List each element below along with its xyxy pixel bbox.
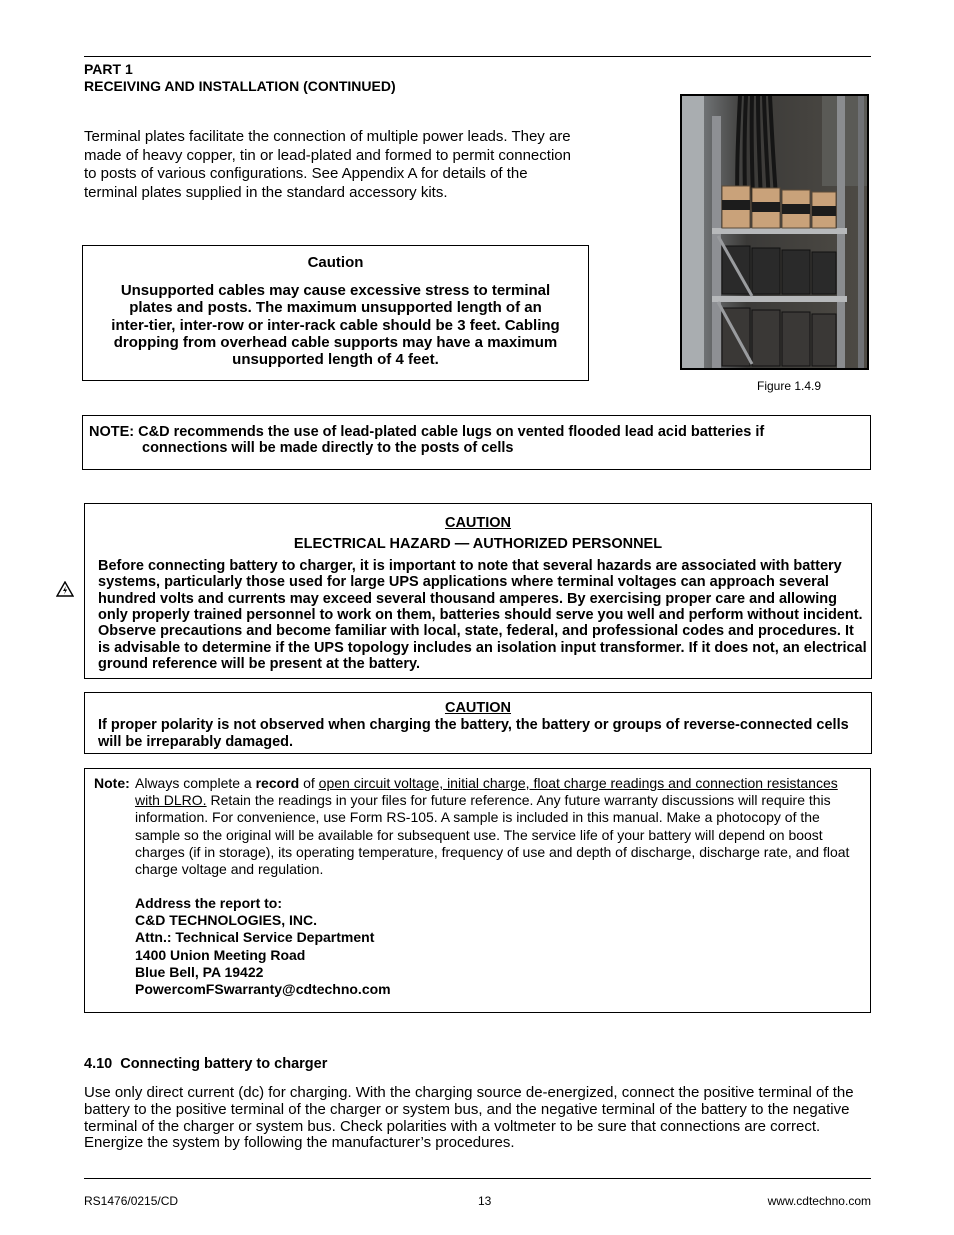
section-4-10-title: 4.10 Connecting battery to charger [84,1056,328,1072]
address-line: C&D TECHNOLOGIES, INC. [135,912,318,929]
address-line: Attn.: Technical Service Department [135,929,375,946]
caution-title: Caution [307,254,364,271]
footer-page-number: 13 [478,1194,492,1208]
battery-rack-photo [680,94,869,370]
report-address [135,895,391,998]
note-record-box [84,768,871,1013]
footer-doc-id: RS1476/0215/CD [84,1194,179,1208]
polarity-caution-title: CAUTION [444,700,512,716]
hazard-subtitle: ELECTRICAL HAZARD — AUTHORIZED PERSONNEL [293,536,663,553]
intro-paragraph: Terminal plates facilitate the connection of multiple power leads. They are made of heavy copper, tin or lead-plated and formed to permit connection to posts of various configurations. See Appendix A for details of the terminal plates supplied in the standard accessory kits. [84,128,571,201]
hazard-body: Before connecting battery to charger, it is important to note that several hazards are associated with battery systems, particularly those used for large UPS applications where terminal voltages can approach several hundred volts and currents may exceed several thousand amperes. By exercising proper care and allowing only properly trained personnel to work on them, batteries should serve you well and perform without incident. Observe precautions and become familiar with local, state, federal, and professional codes and procedures. It is advisable to determine if the UPS topology includes an isolation input transformer. If it does not, an electrical ground reference will be present at the battery. [98,557,867,673]
caution-body: Unsupported cables may cause excessive stress to terminal plates and posts. The maximum unsupported length of an inter-tier, inter-row or inter-rack cable should be 3 feet. Cabling dropping from overhead cable supports may have a maximum unsupported length of 4 feet. [111,282,560,369]
page-header [84,61,396,95]
note-lugs-line1: NOTE: C&D recommends the use of lead-plated cable lugs on vented flooded lead acid batteries if [89,424,765,440]
header-rule [84,56,871,57]
note-record-body [135,775,855,878]
caution-cables-box [82,245,589,381]
note-text-underlined: open circuit voltage, initial charge, float charge readings and connection resistances with DLRO. [135,775,838,809]
figure-caption: Figure 1.4.9 [757,379,822,393]
address-line: 1400 Union Meeting Road [135,946,306,963]
note-text-e: Retain the readings in your files for future reference. Any future warranty discussions will require this information. For convenience, use Form RS-105. A sample is included in this manual. Make a photocopy of the sample so the original will be available for subsequent use. The service life of your battery will depend on boost charges (if in storage), its operating temperature, frequency of use and depth of discharge, discharge rate, and float charge voltage and regulation. [135,792,850,878]
polarity-body: If proper polarity is not observed when charging the battery, the battery or groups of reverse-connected cells will be irreparably damaged. [98,717,849,750]
hazard-caution-title: CAUTION [444,515,512,531]
caution-hazard-box [84,503,872,679]
note-text-record: record [255,775,300,791]
address-line: Address the report to: [135,895,283,911]
footer-rule [84,1178,871,1179]
caution-polarity-box [84,692,872,754]
address-line: Blue Bell, PA 19422 [135,963,264,980]
note-text-c: of [299,775,319,791]
section-heading: RECEIVING AND INSTALLATION (CONTINUED) [84,78,396,94]
footer-website: www.cdtechno.com [767,1194,871,1208]
part-label: PART 1 [84,61,133,77]
section-4-10-body: Use only direct current (dc) for charging. With the charging source de-energized, connect the positive terminal of the battery to the positive terminal of the charger or system bus, and the negative terminal of the battery to the negative terminal of the charger or system bus. Check polarities with a voltmeter to be sure that connections are correct. Energize the system by following the manufacturer’s procedures. [84,1084,854,1152]
address-email: PowercomFSwarranty@cdtechno.com [135,981,391,998]
note-lugs-line2: connections will be made directly to the posts of cells [142,440,514,456]
note-label: Note: [94,775,130,791]
note-text-a: Always complete a [135,775,256,791]
note-lugs-box [82,415,871,470]
warning-triangle-icon [56,581,74,602]
